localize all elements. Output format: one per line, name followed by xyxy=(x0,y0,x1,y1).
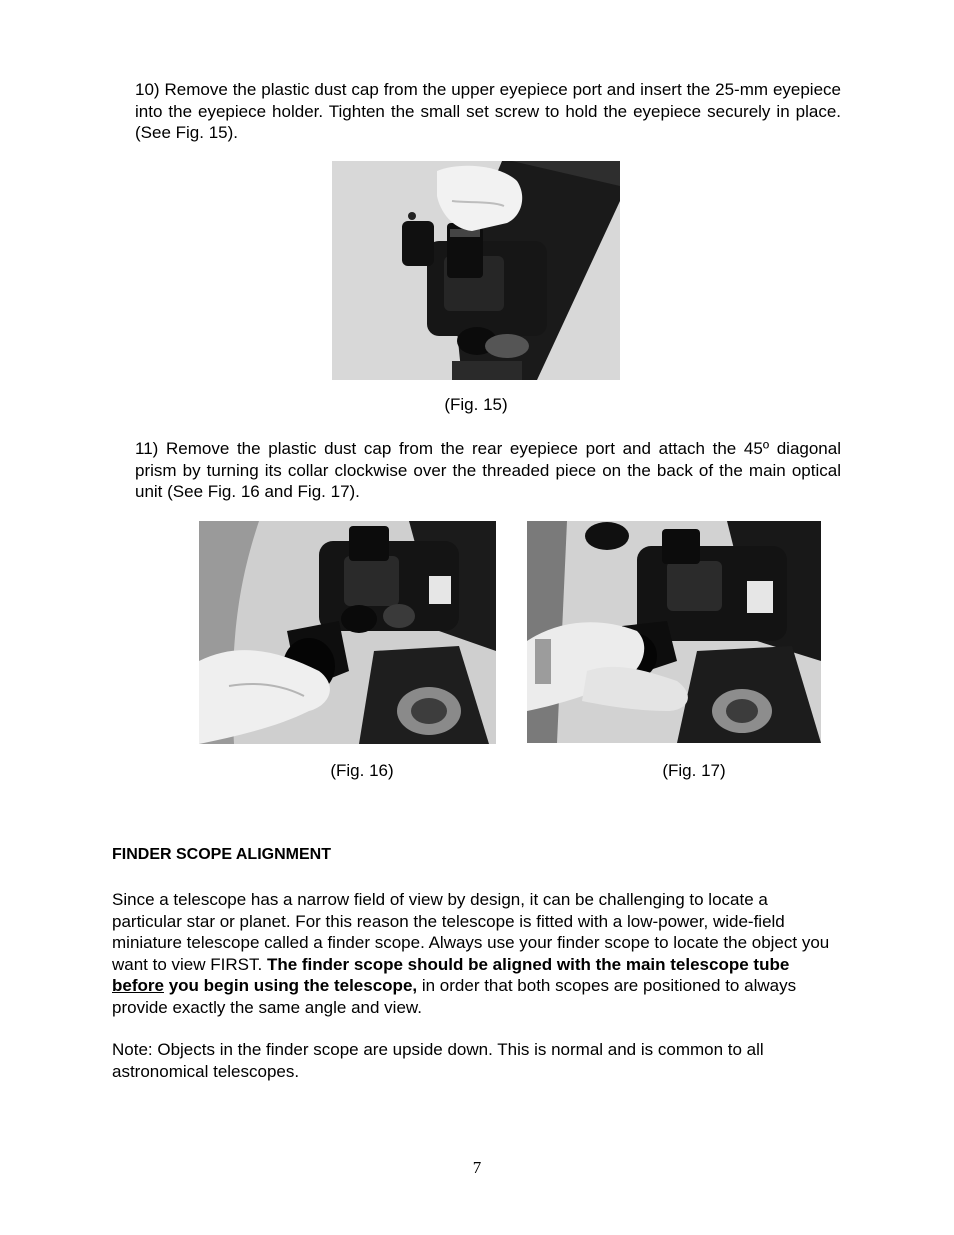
step-10-paragraph xyxy=(135,79,841,144)
finder-note: Note: Objects in the finder scope are upside down. This is normal and is common to all astronomical telescopes. xyxy=(112,1040,764,1081)
fig-17-caption: (Fig. 17) xyxy=(662,761,726,780)
finder-text-end: in order that both scopes are positioned to always provide exactly the same angle and view. xyxy=(112,976,797,1017)
finder-bold-2: you begin using the telescope, xyxy=(163,976,418,995)
fig-17-photo xyxy=(527,521,821,743)
finder-bold-1: The finder scope should be aligned with the main telescope tube xyxy=(266,954,790,974)
step-10-text: 10) Remove the plastic dust cap from the upper eyepiece port and insert the 25-mm eyepiece into the eyepiece holder. Tighten the small set screw to hold the eyepiece securely in place. xyxy=(135,80,841,121)
fig-15-caption: (Fig. 15) xyxy=(444,395,508,414)
page-number: 7 xyxy=(472,1158,482,1177)
fig-15-photo xyxy=(332,161,620,380)
section-heading: FINDER SCOPE ALIGNMENT xyxy=(112,846,331,863)
step-10-figure-ref: (See Fig. 15). xyxy=(135,123,238,142)
fig-16-caption: (Fig. 16) xyxy=(330,761,394,780)
step-11-paragraph: 11) Remove the plastic dust cap from the rear eyepiece port and attach the 45º diagonal prism by turning its collar clockwise over the threaded piece on the back of the main optical unit (See Fig. 16 and Fig. 17). xyxy=(135,439,841,501)
fig-16-photo xyxy=(199,521,496,744)
finder-paragraph xyxy=(112,889,842,1018)
finder-bold-underlined: before xyxy=(112,976,164,995)
finder-text-start: Since a telescope has a narrow field of view by design, it can be challenging to locate a particular star or planet. For this reason the telescope is fitted with a low-power, wide-field miniature telescope called a finder scope. Always use your finder scope to locate the object you want to view FIRST. xyxy=(112,890,830,974)
